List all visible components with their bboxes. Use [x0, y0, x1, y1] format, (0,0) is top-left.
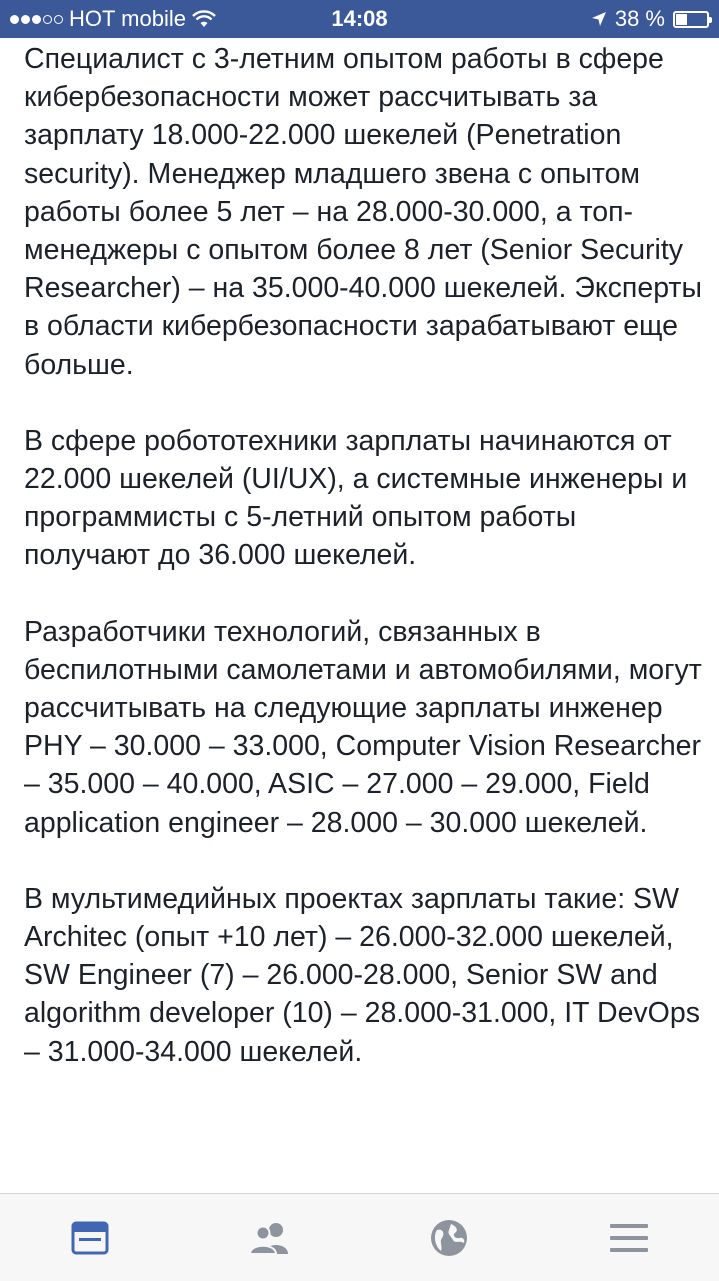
- bottom-tab-bar: [0, 1193, 719, 1281]
- battery-percent: 38 %: [614, 6, 665, 31]
- status-bar: [0, 0, 719, 38]
- friends-icon: [248, 1221, 292, 1255]
- status-left: [10, 6, 591, 32]
- tab-news-feed[interactable]: [50, 1208, 130, 1268]
- article-paragraph: Разработчики технологий, связанных в беспилотными самолетами и автомобилями, могут рассчитывать на следующие зарплаты инженер PHY – 30.000 – 33.000, Computer Vision Researcher – 35.000 – 40.000, ASIC – 27.000 – 29.000, Field application engineer – 28.000 – 30.000 шекелей.: [24, 615, 702, 839]
- tab-menu[interactable]: [589, 1208, 669, 1268]
- status-right: [591, 6, 709, 32]
- tab-notifications[interactable]: [409, 1208, 489, 1268]
- battery-icon: [673, 11, 709, 28]
- article-body: [24, 40, 704, 1109]
- article-paragraph: В сфере робототехники зарплаты начинаются от 22.000 шекелей (UI/UX), а системные инженеры и программисты с 5-летний опытом работы получают до 36.000 шекелей.: [24, 424, 688, 572]
- article-paragraph: В мультимедийных проектах зарплаты такие: SW Architec (опыт +10 лет) – 26.000-32.000 шекелей, SW Engineer (7) – 26.000-28.000, Senior SW and algorithm developer (10) – 28.000-31.000, IT DevOps – 31.000-34.000 шекелей.: [24, 882, 700, 1068]
- menu-icon: [609, 1222, 649, 1254]
- article-paragraph: Специалист с 3-летним опытом работы в сфере кибербезопасности может рассчитывать за зарплату 18.000-22.000 шекелей (Penetration security). Менеджер младшего звена с опытом работы более 5 лет – на 28.000-30.000, а топ-менеджеры с опытом более 8 лет (Senior Security Researcher) – на 35.000-40.000 шекелей. Эксперты в области кибербезопасности зарабатывают еще больше.: [24, 43, 702, 381]
- status-time: 14:08: [331, 6, 388, 31]
- carrier-name: HOT mobile: [69, 6, 186, 31]
- battery-fill: [676, 14, 687, 25]
- wifi-icon: [192, 10, 216, 28]
- location-arrow-icon: [591, 11, 607, 27]
- tab-friends[interactable]: [230, 1208, 310, 1268]
- signal-strength-icon: [10, 15, 63, 24]
- globe-icon: [429, 1218, 469, 1258]
- news-feed-icon: [71, 1221, 109, 1255]
